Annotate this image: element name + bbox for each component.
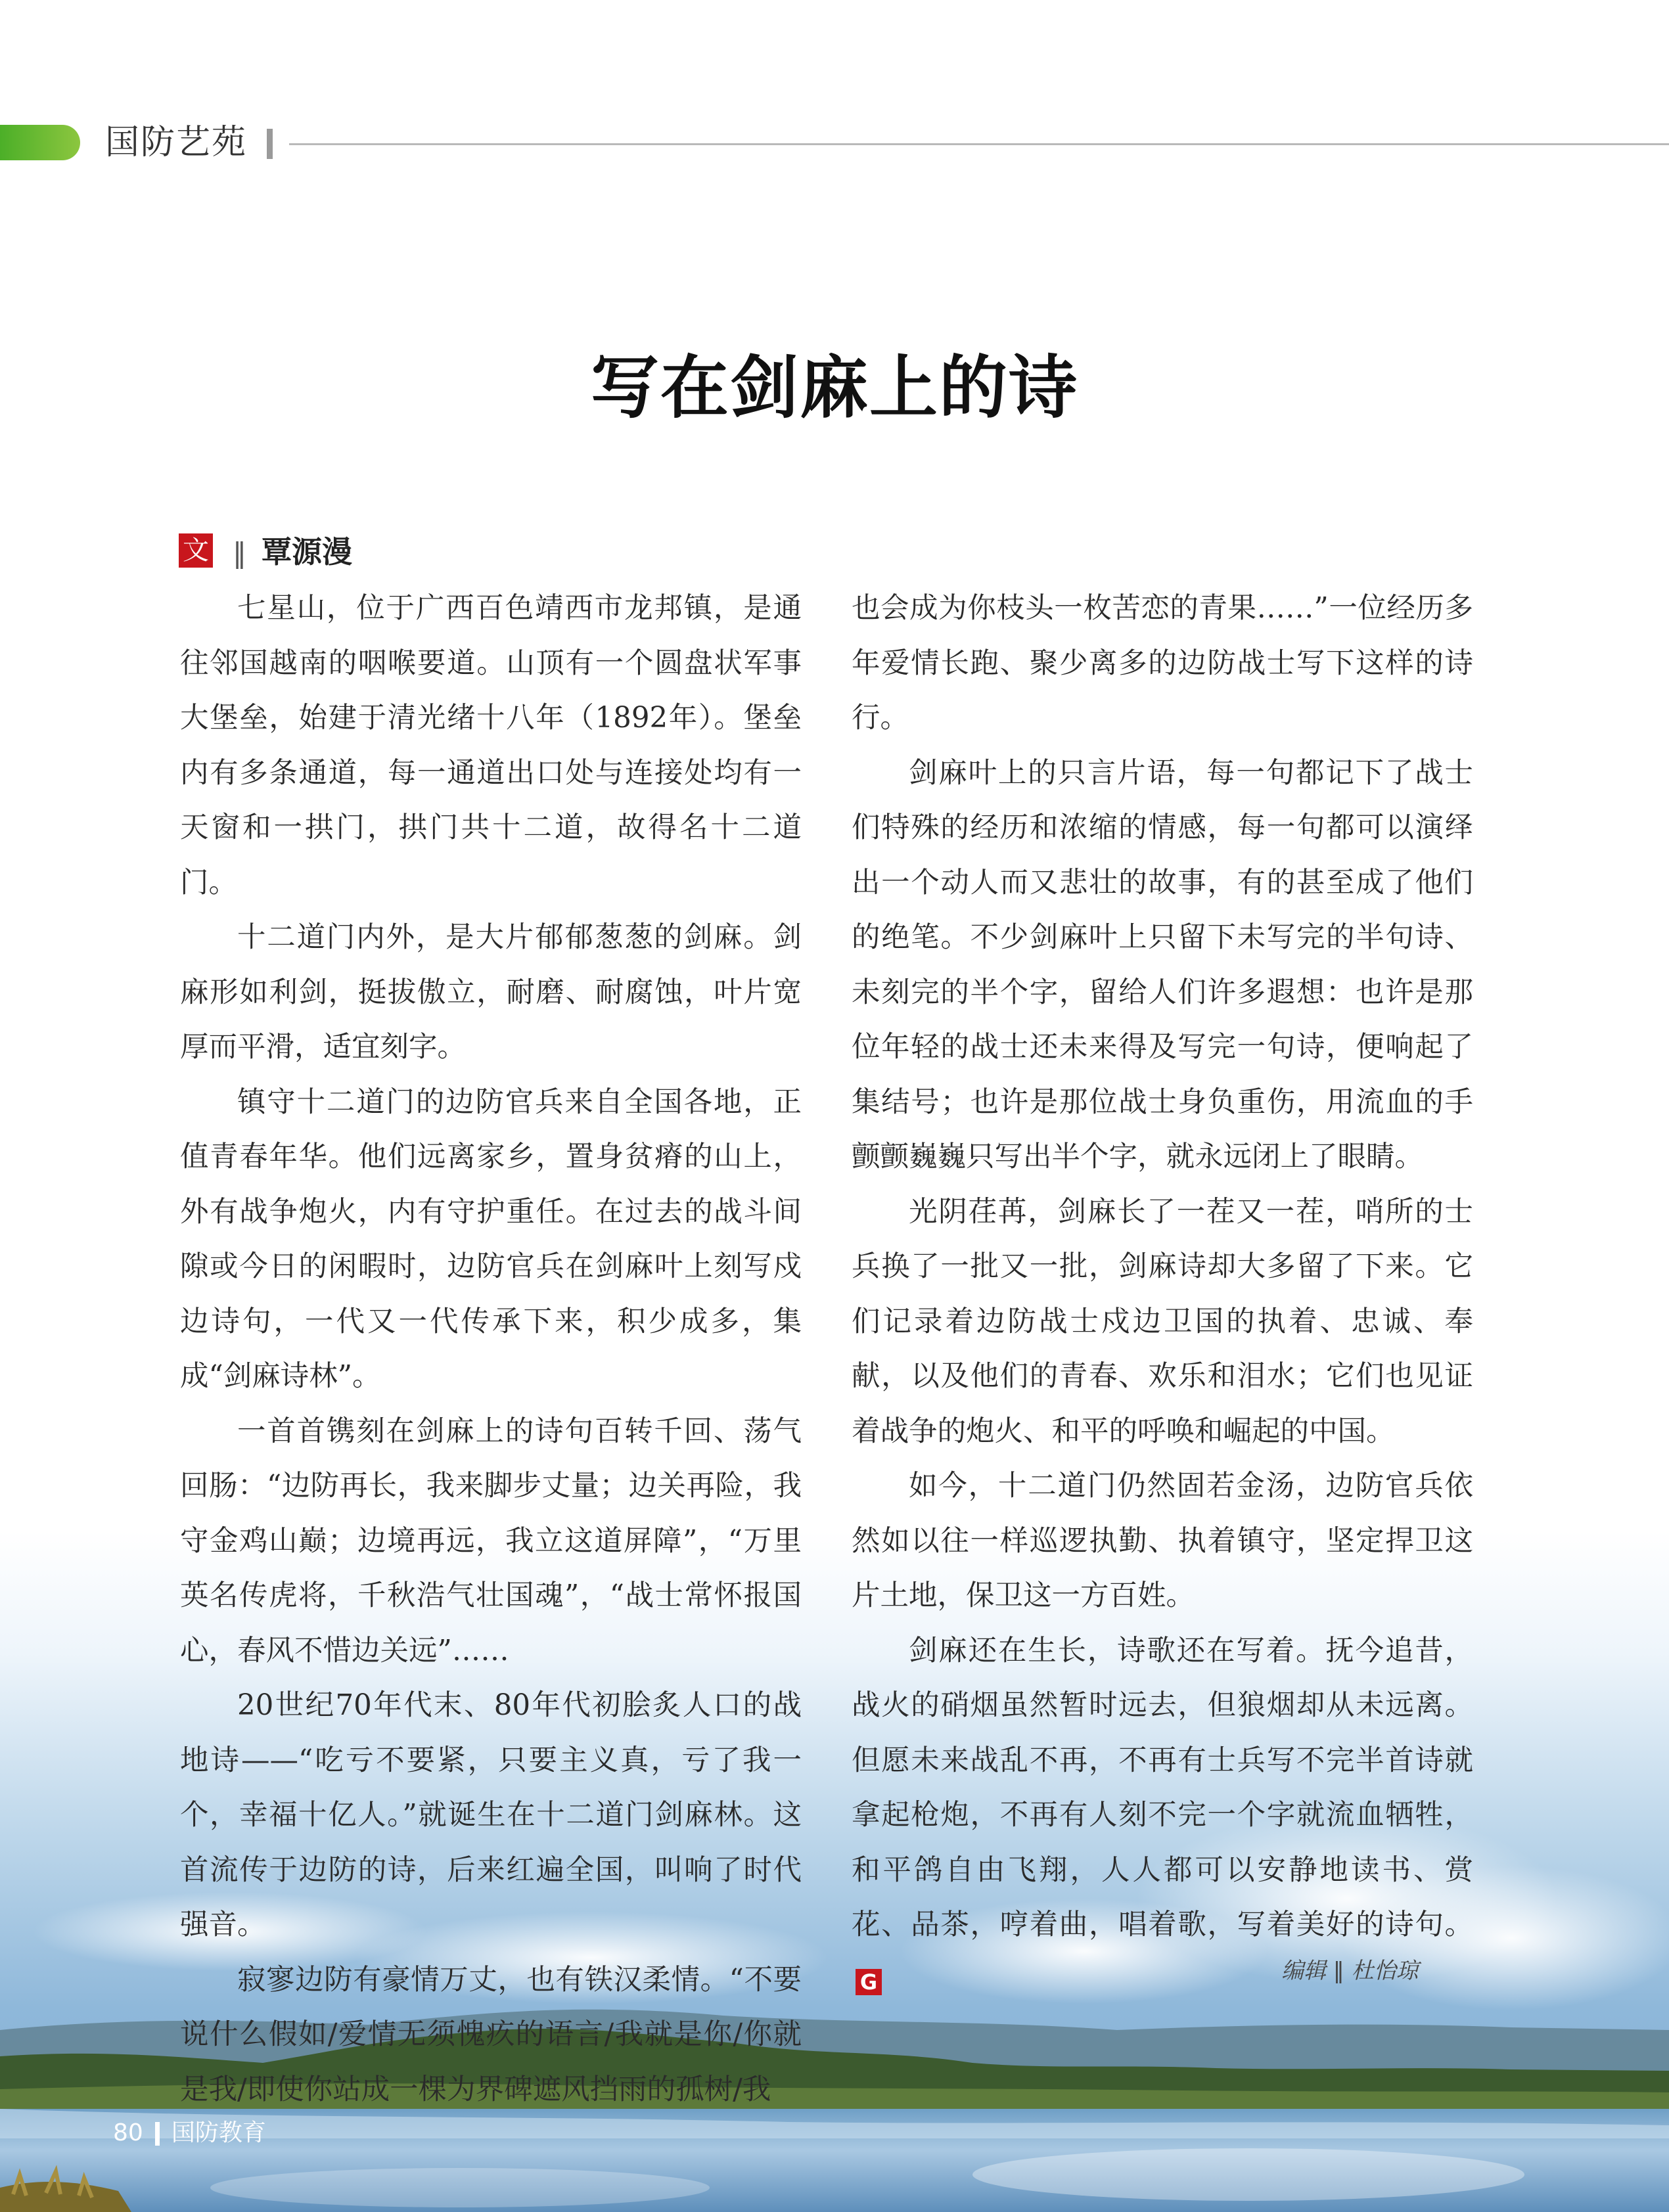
paragraph: 寂寥边防有豪情万丈，也有铁汉柔情。“不要说什么假如/爱情无须愧疚的语言/我就是你/你就是我/即使你站成一棵为界碑遮风挡雨的孤树/我 [180, 1963, 802, 2106]
paragraph-text: 剑麻还在生长，诗歌还在写着。抚今追昔，战火的硝烟虽然暂时远去，但狼烟却从未远离。但愿未来战乱不再，不再有士兵写不完半首诗就拿起枪炮，不再有人刻不完一个字就流血牺牲，和平鸽自由飞翔，人人都可以安静地读书、赏花、品茶，哼着曲，唱着歌，写着美好的诗句。 [852, 1634, 1473, 1941]
paragraph: 也会成为你枝头一枚苦恋的青果……”一位经历多年爱情长跑、聚少离多的边防战士写下这样的诗行。 [852, 592, 1473, 734]
editor-credit: 编辑 ‖ 杜怡琼 [1281, 1958, 1419, 1984]
paragraph: 镇守十二道门的边防官兵来自全国各地，正值青春年华。他们远离家乡，置身贫瘠的山上，外有战争炮火，内有守护重任。在过去的战斗间隙或今日的闲暇时，边防官兵在剑麻叶上刻写戍边诗句，一代又一代传承下来，积少成多，集成“剑麻诗林”。 [180, 1085, 802, 1393]
paragraph: 一首首镌刻在剑麻上的诗句百转千回、荡气回肠：“边防再长，我来脚步丈量；边关再险，我守金鸡山巅；边境再远，我立这道屏障”，“万里英名传虎将，千秋浩气壮国魂”，“战士常怀报国心，春风不惜边关远”…… [180, 1414, 802, 1667]
paragraph: 七星山，位于广西百色靖西市龙邦镇，是通往邻国越南的咽喉要道。山顶有一个圆盘状军事大堡垒，始建于清光绪十八年（1892年）。堡垒内有多条通道，每一通道出口处与连接处均有一天窗和一拱门，拱门共十二道，故得名十二道门。 [180, 592, 802, 899]
header-rule [289, 143, 1669, 145]
paragraph: 光阴荏苒，剑麻长了一茬又一茬，哨所的士兵换了一批又一批，剑麻诗却大多留了下来。它们记录着边防战士戍边卫国的执着、忠诚、奉献，以及他们的青春、欢乐和泪水；它们也见证着战争的炮火、和平的呼唤和崛起的中国。 [852, 1195, 1473, 1448]
magazine-name: 国防教育 [171, 2119, 266, 2146]
paragraph: 20世纪70年代末、80年代初脍炙人口的战地诗——“吃亏不要紧，只要主义真，亏了我一个，幸福十亿人。”就诞生在十二道门剑麻林。这首流传于边防的诗，后来红遍全国，叫响了时代强音。 [180, 1689, 802, 1941]
paragraph-last [852, 1624, 1473, 2008]
author-separator: ‖ [233, 537, 246, 569]
section-color-bar [0, 125, 80, 160]
text-column-right [852, 581, 1473, 2008]
section-separator [267, 129, 273, 159]
paragraph: 十二道门内外，是大片郁郁葱葱的剑麻。剑麻形如利剑，挺拔傲立，耐磨、耐腐蚀，叶片宽厚而平滑，适宜刻字。 [180, 921, 802, 1064]
end-mark-icon: G [856, 1969, 882, 1995]
section-title: 国防艺苑 [105, 123, 248, 162]
text-column-left [180, 581, 802, 2117]
footer-separator [155, 2122, 160, 2146]
paragraph: 如今，十二道门仍然固若金汤，边防官兵依然如以往一样巡逻执勤、执着镇守，坚定捍卫这片土地，保卫这一方百姓。 [852, 1470, 1473, 1612]
paragraph: 剑麻叶上的只言片语，每一句都记下了战士们特殊的经历和浓缩的情感，每一句都可以演绎出一个动人而又悲壮的故事，有的甚至成了他们的绝笔。不少剑麻叶上只留下未写完的半句诗、未刻完的半个字，留给人们许多遐想：也许是那位年轻的战士还未来得及写完一句诗，便响起了集结号；也许是那位战士身负重伤，用流血的手颤颤巍巍只写出半个字，就永远闭上了眼睛。 [852, 756, 1473, 1173]
author-name: 覃源漫 [262, 534, 352, 570]
page-footer [113, 2117, 266, 2150]
page-number: 80 [113, 2119, 143, 2146]
author-tag: 文 [179, 533, 213, 568]
article-title: 写在剑麻上的诗 [590, 348, 1078, 428]
